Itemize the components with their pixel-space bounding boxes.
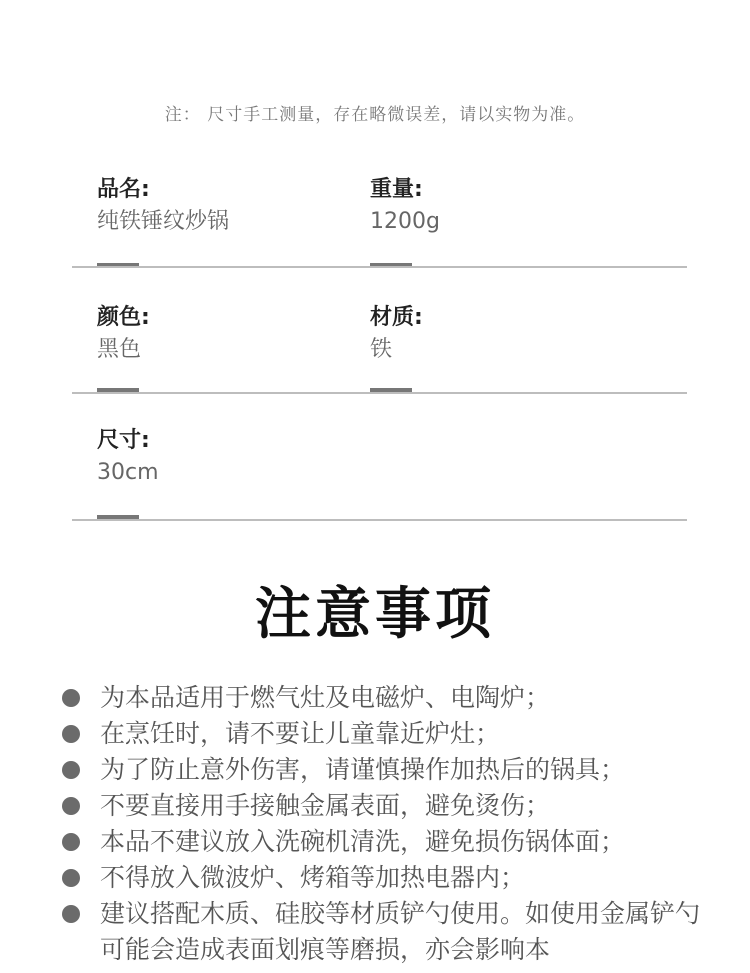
spec-color-label: 颜色: [97,305,150,330]
list-item [60,680,700,716]
spec-material-value: 铁 [370,337,393,362]
list-item-text: 本品不建议放入洗碗机清洗，避免损伤锅体面； [100,827,626,856]
list-item [60,896,700,968]
list-item-text: 不得放入微波炉、烤箱等加热电器内； [100,863,526,892]
measurement-note: 注： 尺寸手工测量，存在略微误差，请以实物为准。 [164,105,586,125]
spec-weight-label: 重量: [370,177,423,202]
spec-color [97,303,367,367]
bullet-dot [62,869,80,887]
list-item-text: 建议搭配木质、硅胶等材质铲勺使用。如使用金属铲勺可能会造成表面划痕等磨损，亦会影响本 [100,899,701,964]
spec-row-1 [72,175,687,300]
divider [72,519,687,521]
spec-size [97,426,367,490]
precautions-title: 注意事项 [255,582,495,647]
spec-color-value: 黑色 [97,337,142,362]
spec-name-label: 品名: [97,177,150,202]
bullet-dot [62,689,80,707]
list-item-text: 为本品适用于燃气灶及电磁炉、电陶炉； [100,683,551,712]
spec-name-value: 纯铁锤纹炒锅 [97,209,230,234]
spec-size-value: 30cm [97,460,159,485]
divider [72,266,687,268]
list-item [60,824,700,860]
spec-row-2 [72,303,687,428]
precautions-list [60,680,700,968]
bullet-dot [62,833,80,851]
list-item [60,752,700,788]
list-item-text: 在烹饪时，请不要让儿童靠近炉灶； [100,719,501,748]
spec-row-3 [72,426,687,551]
bullet-dot [62,725,80,743]
spec-size-label: 尺寸: [97,428,150,453]
list-item [60,788,700,824]
divider [72,392,687,394]
list-item [60,860,700,896]
spec-material-label: 材质: [370,305,423,330]
spec-weight [370,175,640,239]
bullet-dot [62,761,80,779]
bullet-dot [62,797,80,815]
bullet-dot [62,905,80,923]
list-item-text: 不要直接用手接触金属表面，避免烫伤； [100,791,551,820]
spec-material [370,303,640,367]
spec-name [97,175,367,239]
spec-weight-value: 1200g [370,209,440,234]
list-item [60,716,700,752]
list-item-text: 为了防止意外伤害，请谨慎操作加热后的锅具； [100,755,626,784]
